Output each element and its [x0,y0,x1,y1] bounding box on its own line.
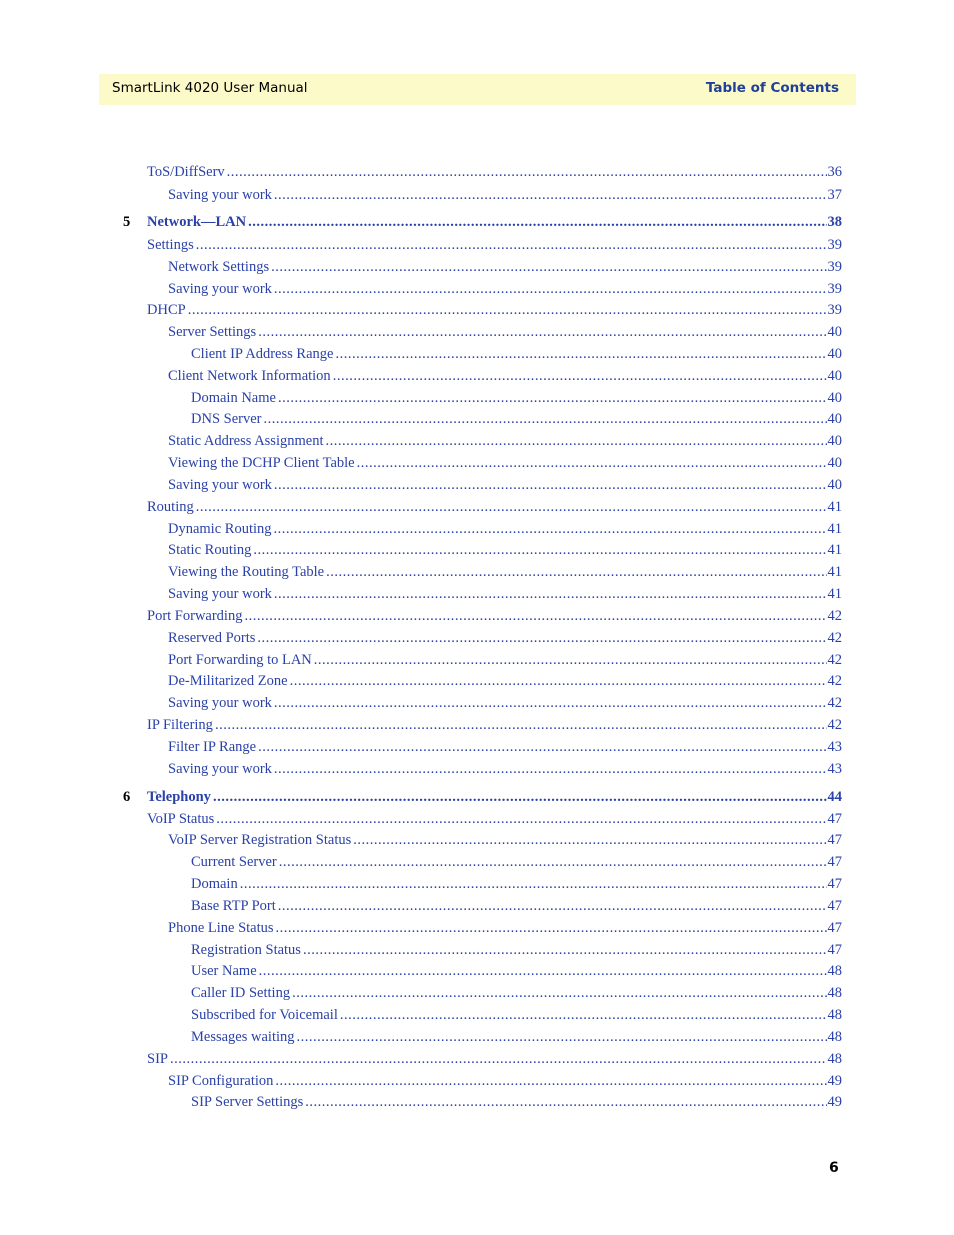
toc-entry-row[interactable] [191,388,842,408]
toc-entry-title[interactable]: Telephony [147,789,211,805]
dot-leader [314,650,827,670]
toc-entry-row[interactable] [191,409,842,429]
toc-entry-row[interactable] [168,671,842,691]
toc-entry-row[interactable] [147,300,842,320]
toc-entry-page[interactable]: 47 [827,854,842,870]
dot-leader [326,562,826,582]
toc-chapter-entry[interactable] [0,787,954,807]
toc-entry-page[interactable]: 41 [827,542,842,558]
toc-entry[interactable] [0,852,954,872]
toc-entry[interactable] [0,475,954,495]
toc-entry-page[interactable]: 49 [827,1094,842,1110]
toc-entry-row[interactable] [168,562,842,582]
toc-entry[interactable] [0,737,954,757]
toc-entry-row[interactable] [168,322,842,342]
toc-entry[interactable] [0,1005,954,1025]
toc-entry-page[interactable]: 40 [827,368,842,384]
manual-title: SmartLink 4020 User Manual [112,80,308,96]
toc-entry-title[interactable]: Caller ID Setting [191,985,291,1001]
page-number: 6 [829,1160,839,1176]
toc-entry-title[interactable]: DNS Server [191,411,262,427]
toc-entry-row[interactable] [168,918,842,938]
section-title[interactable]: Table of Contents [705,80,839,96]
dot-leader [274,759,827,779]
toc-entry-page[interactable]: 40 [827,346,842,362]
toc-entry-title[interactable]: SIP [147,1051,168,1067]
toc-entry-title[interactable]: Routing [147,499,194,515]
toc-entry-page[interactable]: 39 [827,259,842,275]
toc-entry[interactable] [0,584,954,604]
toc-entry-row[interactable] [147,809,842,829]
toc-entry-title[interactable]: Settings [147,237,194,253]
toc-entry[interactable] [0,983,954,1003]
toc-entry-row[interactable] [168,453,842,473]
toc-entry-row[interactable] [191,1027,842,1047]
dot-leader [215,715,827,735]
toc-entry-title[interactable]: Static Address Assignment [168,433,324,449]
toc-entry[interactable] [0,409,954,429]
toc-entry[interactable] [0,1071,954,1091]
dot-leader [274,693,827,713]
dot-leader [303,940,827,960]
toc-entry-page[interactable]: 49 [827,1073,842,1089]
dot-leader [274,279,827,299]
toc-chapter-entry[interactable] [0,212,954,232]
toc-entry-title[interactable]: Domain [191,876,238,892]
toc-entry[interactable] [0,809,954,829]
toc-entry-page[interactable]: 44 [827,789,842,805]
toc-entry-row[interactable] [168,693,842,713]
toc-entry-title[interactable]: Port Forwarding to LAN [168,652,312,668]
toc-entry-title[interactable]: Saving your work [168,695,272,711]
toc-entry-row[interactable] [168,519,842,539]
toc-entry-row[interactable] [147,212,842,232]
toc-entry-page[interactable]: 42 [827,695,842,711]
toc-entry[interactable] [0,540,954,560]
toc-entry-title[interactable]: Server Settings [168,324,257,340]
toc-entry-row[interactable] [191,874,842,894]
toc-entry[interactable] [0,497,954,517]
dot-leader [305,1092,826,1112]
toc-entry-title[interactable]: Base RTP Port [191,898,276,914]
toc-entry-title[interactable]: Messages waiting [191,1029,295,1045]
toc-entry-title[interactable]: IP Filtering [147,717,213,733]
toc-entry-title[interactable]: VoIP Server Registration Status [168,832,352,848]
dot-leader [271,257,826,277]
toc-entry-page[interactable]: 48 [827,1007,842,1023]
toc-entry[interactable] [0,185,954,205]
toc-entry-row[interactable] [147,235,842,255]
toc-entry[interactable] [0,1027,954,1047]
toc-entry-row[interactable] [168,185,842,205]
toc-entry-page[interactable]: 48 [827,1051,842,1067]
toc-entry-page[interactable]: 42 [827,673,842,689]
toc-entry-title[interactable]: Saving your work [168,761,272,777]
dot-leader [240,874,827,894]
toc-entry[interactable] [0,235,954,255]
toc-entry[interactable] [0,300,954,320]
toc-entry-row[interactable] [168,759,842,779]
toc-entry-page[interactable]: 39 [827,281,842,297]
dot-leader [333,366,827,386]
dot-leader [292,983,826,1003]
toc-entry[interactable] [0,650,954,670]
toc-entry-page[interactable]: 42 [827,652,842,668]
toc-entry-row[interactable] [147,162,842,182]
dot-leader [357,453,827,473]
toc-entry-page[interactable]: 41 [827,521,842,537]
toc-entry-page[interactable]: 48 [827,985,842,1001]
toc-entry-page[interactable]: 36 [827,164,842,180]
toc-entry[interactable] [0,830,954,850]
dot-leader [274,584,827,604]
toc-entry-row[interactable] [191,940,842,960]
dot-leader [276,918,827,938]
toc-entry-title[interactable]: Saving your work [168,477,272,493]
toc-entry-page[interactable]: 42 [827,630,842,646]
toc-entry-row[interactable] [168,540,842,560]
toc-entry[interactable] [0,759,954,779]
toc-entry-page[interactable]: 47 [827,942,842,958]
toc-entry-title[interactable]: Subscribed for Voicemail [191,1007,338,1023]
dot-leader [216,809,826,829]
toc-entry-row[interactable] [147,787,842,807]
toc-entry-page[interactable]: 48 [827,1029,842,1045]
toc-entry-row[interactable] [168,431,842,451]
toc-entry-title[interactable]: Port Forwarding [147,608,243,624]
toc-entry[interactable] [0,874,954,894]
toc-entry-row[interactable] [168,279,842,299]
toc-entry[interactable] [0,279,954,299]
toc-entry-page[interactable]: 47 [827,811,842,827]
toc-entry-title[interactable]: Current Server [191,854,277,870]
dot-leader [278,388,827,408]
toc-entry[interactable] [0,606,954,626]
toc-entry[interactable] [0,388,954,408]
toc-entry-row[interactable] [191,896,842,916]
toc-entry-row[interactable] [191,344,842,364]
toc-entry[interactable] [0,366,954,386]
toc-entry-page[interactable]: 42 [827,608,842,624]
dot-leader [353,830,826,850]
dot-leader [278,896,827,916]
toc-entry[interactable] [0,453,954,473]
toc-entry-page[interactable]: 40 [827,411,842,427]
toc-entry-title[interactable]: Domain Name [191,390,276,406]
toc-entry-row[interactable] [191,961,842,981]
toc-entry-title[interactable]: De-Militarized Zone [168,673,288,689]
toc-entry-row[interactable] [168,737,842,757]
dot-leader [258,322,826,342]
toc-entry[interactable] [0,562,954,582]
toc-entry[interactable] [0,671,954,691]
dot-leader [263,409,826,429]
toc-entry-row[interactable] [147,715,842,735]
toc-entry-title[interactable]: Network—LAN [147,214,247,230]
toc-entry-row[interactable] [168,584,842,604]
dot-leader [258,737,826,757]
toc-entry-page[interactable]: 43 [827,761,842,777]
toc-entry-row[interactable] [191,852,842,872]
toc-entry-title[interactable]: ToS/DiffServ [147,164,225,180]
toc-entry-page[interactable]: 41 [827,499,842,515]
toc-entry-page[interactable]: 40 [827,390,842,406]
toc-entry-page[interactable]: 47 [827,876,842,892]
toc-entry-page[interactable]: 40 [827,455,842,471]
toc-entry-row[interactable] [168,650,842,670]
toc-entry-title[interactable]: SIP Configuration [168,1073,274,1089]
dot-leader [196,497,827,517]
toc-entry-row[interactable] [168,475,842,495]
toc-entry-title[interactable]: SIP Server Settings [191,1094,304,1110]
toc-entry-title[interactable]: Registration Status [191,942,301,958]
dot-leader [340,1005,827,1025]
toc-entry-title[interactable]: Saving your work [168,281,272,297]
toc-entry-row[interactable] [168,1071,842,1091]
dot-leader [244,606,826,626]
toc-entry-page[interactable]: 40 [827,324,842,340]
toc-entry-title[interactable]: Client Network Information [168,368,331,384]
dot-leader [259,961,827,981]
dot-leader [188,300,827,320]
toc-entry-row[interactable] [147,1049,842,1069]
chapter-number: 5 [123,214,131,230]
toc-entry-title[interactable]: Saving your work [168,586,272,602]
toc-entry[interactable] [0,1092,954,1112]
dot-leader [248,212,826,232]
dot-leader [274,185,827,205]
toc-entry[interactable] [0,257,954,277]
dot-leader [196,235,827,255]
toc-entry-title[interactable]: Client IP Address Range [191,346,334,362]
toc-entry-page[interactable]: 41 [827,564,842,580]
dot-leader [274,519,827,539]
toc-entry-row[interactable] [168,830,842,850]
toc-entry-row[interactable] [147,606,842,626]
toc-entry-title[interactable]: Saving your work [168,187,272,203]
toc-entry[interactable] [0,431,954,451]
toc-entry[interactable] [0,344,954,364]
toc-entry[interactable] [0,322,954,342]
toc-entry-row[interactable] [147,497,842,517]
toc-entry-title[interactable]: Reserved Ports [168,630,256,646]
dot-leader [274,475,827,495]
toc-entry[interactable] [0,162,954,182]
toc-entry-row[interactable] [168,628,842,648]
toc-entry[interactable] [0,693,954,713]
toc-entry[interactable] [0,918,954,938]
toc-entry-title[interactable]: Filter IP Range [168,739,257,755]
toc-entry[interactable] [0,519,954,539]
toc-entry-page[interactable]: 48 [827,963,842,979]
toc-entry-page[interactable]: 39 [827,237,842,253]
dot-leader [279,852,827,872]
toc-entry[interactable] [0,940,954,960]
toc-entry-title[interactable]: Phone Line Status [168,920,274,936]
dot-leader [275,1071,826,1091]
toc-entry-title[interactable]: Network Settings [168,259,270,275]
toc-entry-row[interactable] [191,983,842,1003]
toc-entry-page[interactable]: 47 [827,832,842,848]
toc-entry-title[interactable]: VoIP Status [147,811,215,827]
dot-leader [290,671,827,691]
chapter-number: 6 [123,789,131,805]
toc-entry-page[interactable]: 39 [827,302,842,318]
toc-entry-page[interactable]: 47 [827,898,842,914]
toc-entry-page[interactable]: 43 [827,739,842,755]
dot-leader [227,162,827,182]
toc-entry[interactable] [0,896,954,916]
toc-entry-title[interactable]: User Name [191,963,257,979]
dot-leader [297,1027,827,1047]
dot-leader [213,787,827,807]
toc-entry-page[interactable]: 42 [827,717,842,733]
toc-entry-row[interactable] [191,1092,842,1112]
toc-entry-title[interactable]: Viewing the Routing Table [168,564,325,580]
dot-leader [170,1049,827,1069]
toc-entry-row[interactable] [168,257,842,277]
toc-entry[interactable] [0,1049,954,1069]
dot-leader [257,628,826,648]
dot-leader [325,431,826,451]
toc-entry-page[interactable]: 37 [827,187,842,203]
dot-leader [335,344,826,364]
toc-entry-page[interactable]: 40 [827,477,842,493]
toc-entry[interactable] [0,628,954,648]
toc-entry-title[interactable]: DHCP [147,302,186,318]
toc-entry-page[interactable]: 38 [827,214,842,230]
toc-entry-title[interactable]: Viewing the DCHP Client Table [168,455,355,471]
toc-entry[interactable] [0,961,954,981]
toc-entry-row[interactable] [191,1005,842,1025]
toc-entry-title[interactable]: Static Routing [168,542,252,558]
dot-leader [253,540,826,560]
toc-entry-page[interactable]: 47 [827,920,842,936]
toc-entry[interactable] [0,715,954,735]
toc-entry-page[interactable]: 40 [827,433,842,449]
toc-entry-row[interactable] [168,366,842,386]
toc-entry-title[interactable]: Dynamic Routing [168,521,272,537]
toc-entry-page[interactable]: 41 [827,586,842,602]
